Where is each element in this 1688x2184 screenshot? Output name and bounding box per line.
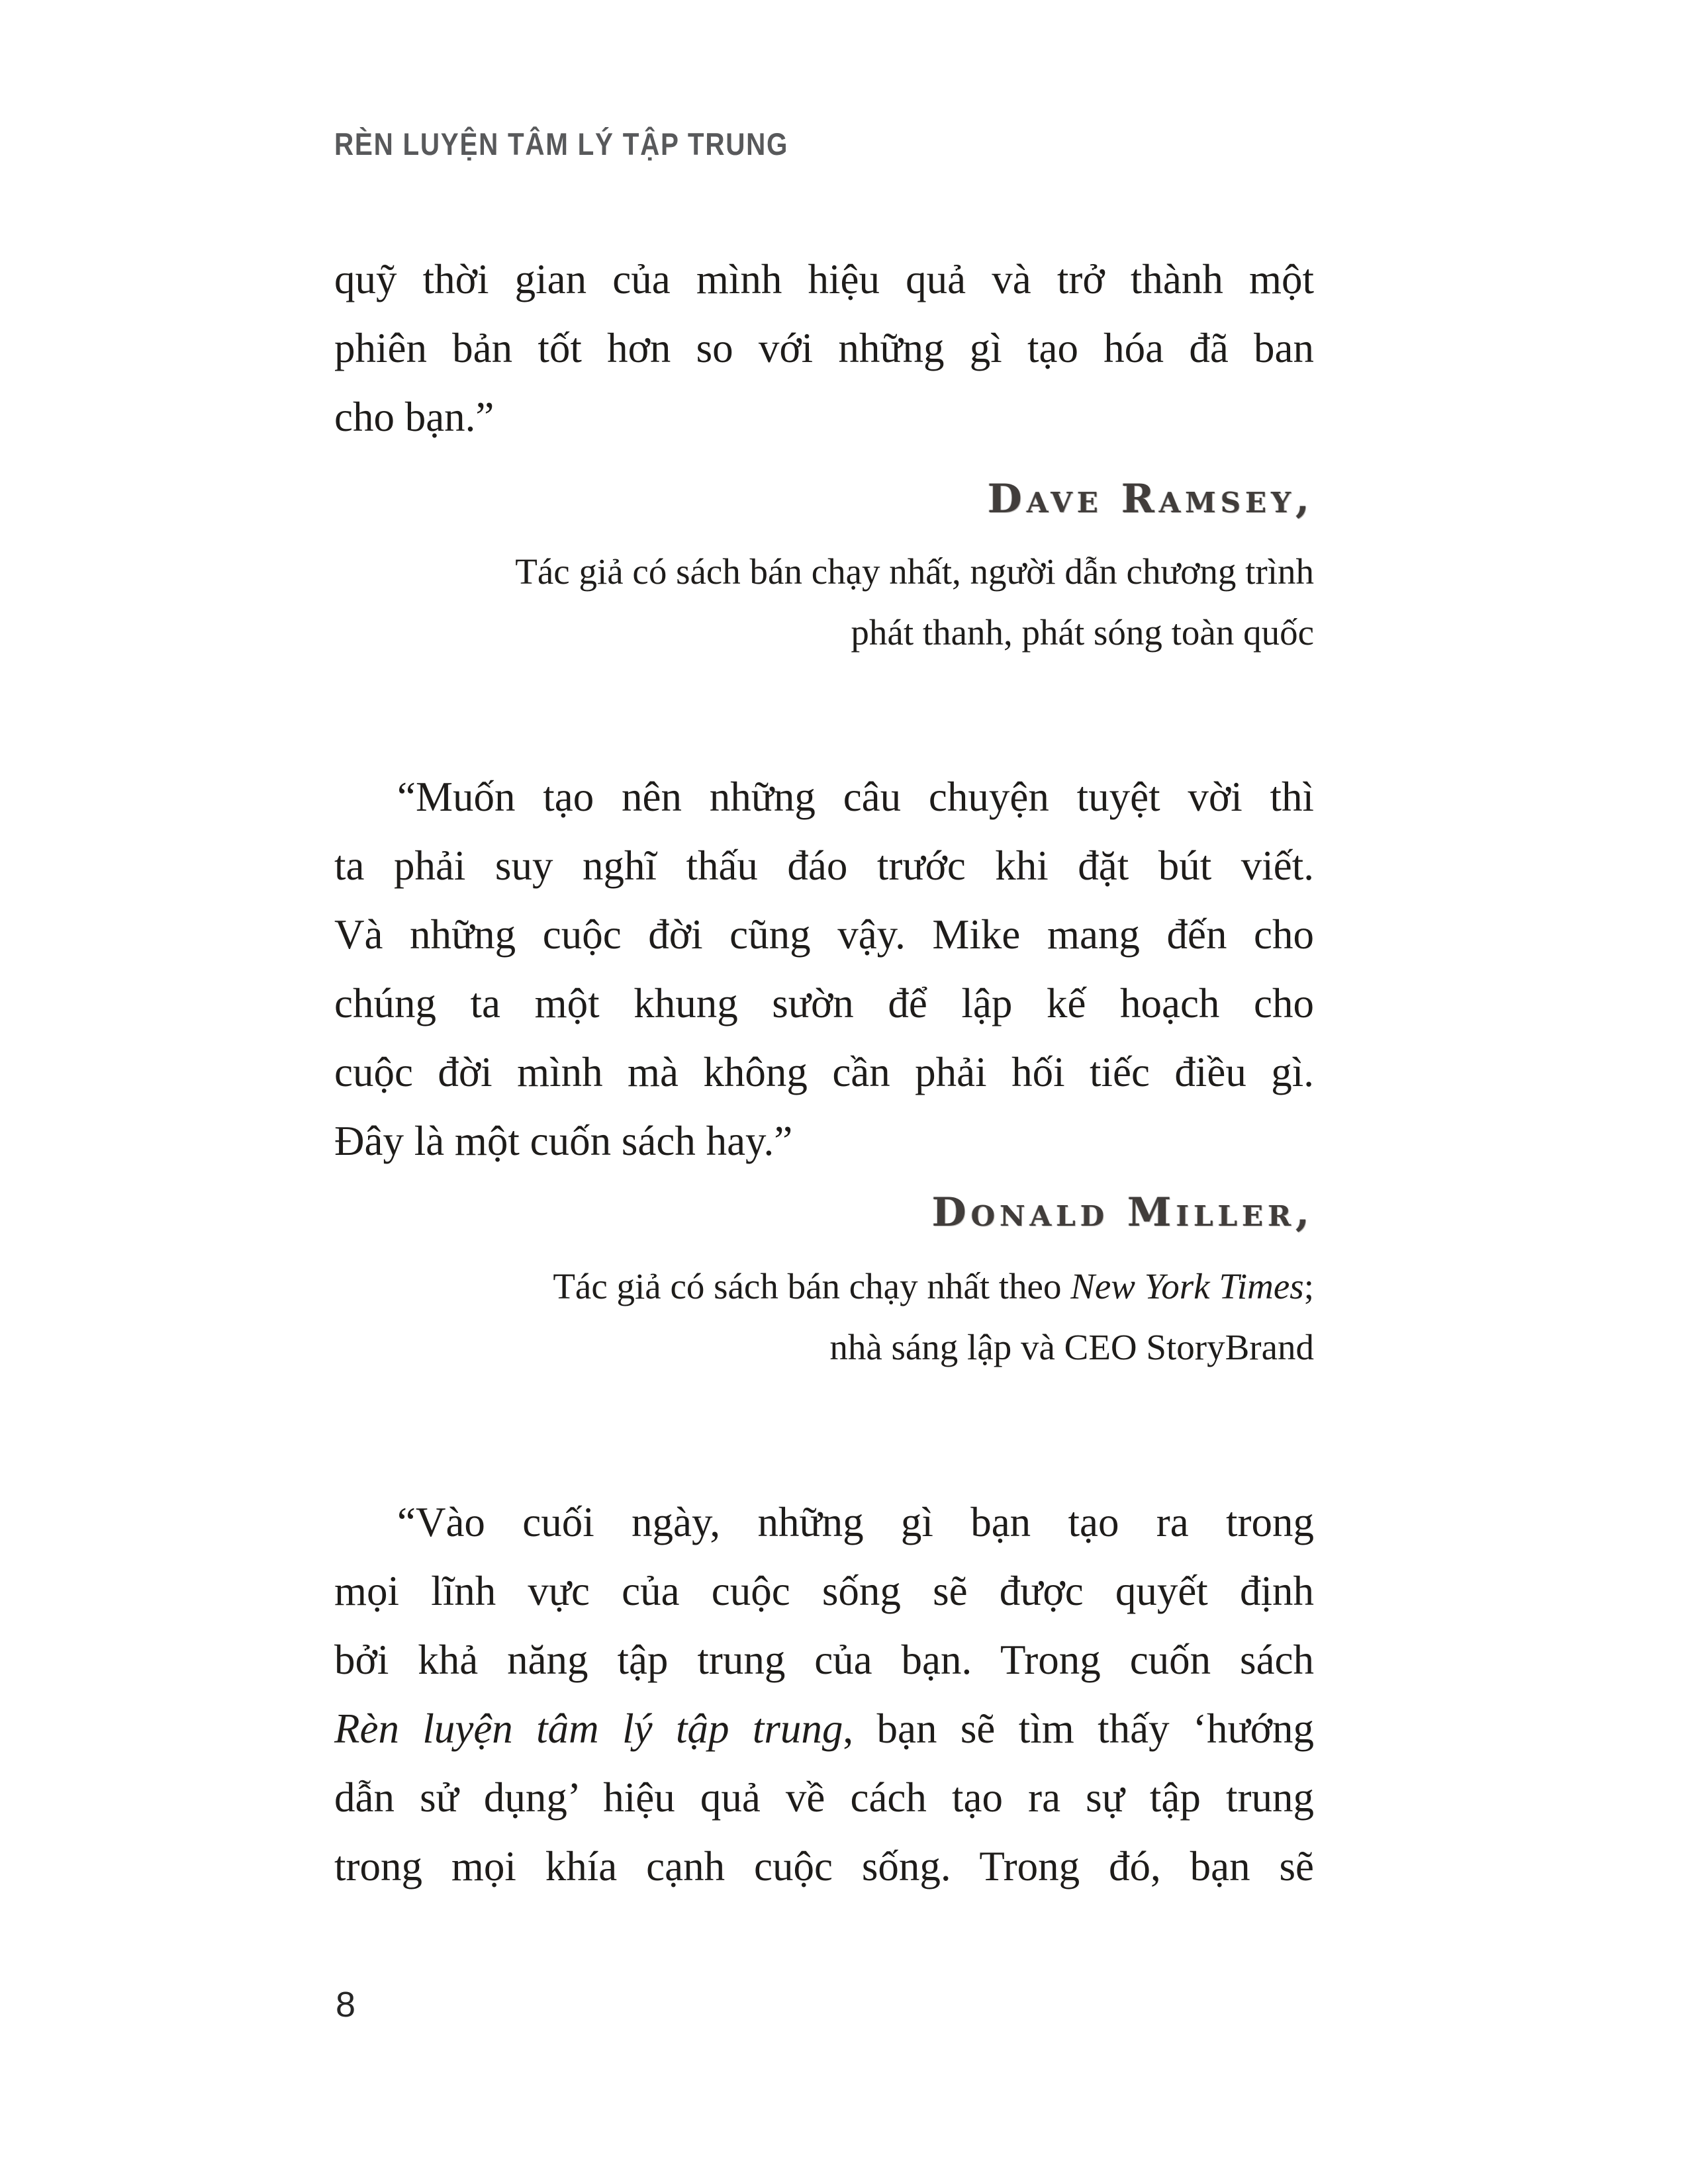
quote-1-line-1: quỹ thời gian của mình hiệu quả và trở thành một [334,256,1314,302]
quote-3-line-4 [334,1694,1314,1763]
quote-2-line-2: ta phải suy nghĩ thấu đáo trước khi đặt bút viết. [334,842,1314,889]
quote-2-author-name: Donald Miller, [931,1189,1314,1236]
attribution-text-end: ; [1303,1266,1314,1306]
quote-3-line-2: mọi lĩnh vực của cuộc sống sẽ được quyết định [334,1568,1314,1614]
quote-2-line-4: chúng ta một khung sườn để lập kế hoạch cho [334,980,1314,1026]
quote-3-line-5: dẫn sử dụng’ hiệu quả về cách tạo ra sự tập trung [334,1774,1314,1821]
quote-1-line-2: phiên bản tốt hơn so với những gì tạo hóa đã ban [334,325,1314,371]
quote-2-line-6: Đây là một cuốn sách hay.” [334,1118,793,1164]
quote-1-paragraph [334,245,1314,451]
quote-2-attribution [334,1256,1314,1378]
attribution-text: Tác giả có sách bán chạy nhất theo [553,1266,1071,1306]
running-header-text: RÈN LUYỆN TÂM LÝ TẬP TRUNG [334,126,789,161]
quote-2-attribution-line-2: nhà sáng lập và CEO StoryBrand [829,1327,1314,1367]
quote-1-line-3: cho bạn.” [334,394,494,440]
quote-2-paragraph [334,762,1314,1175]
quote-2-line-1: “Muốn tạo nên những câu chuyện tuyệt vời thì [397,774,1314,820]
running-header [334,126,863,162]
quote-2-line-3: Và những cuộc đời cũng vậy. Mike mang đến cho [334,911,1314,958]
quote-1-author-name: Dave Ramsey, [987,476,1314,522]
quote-3-line-6: trong mọi khía cạnh cuộc sống. Trong đó, bạn sẽ [334,1843,1314,1889]
quote-2-attribution-line-1 [334,1256,1314,1317]
quote-1-attribution-line-2: phát thanh, phát sóng toàn quốc [851,612,1314,653]
quote-1-attribution [334,541,1314,663]
quote-3-line-3: bởi khả năng tập trung của bạn. Trong cuốn sách [334,1637,1314,1683]
page-number: 8 [336,1985,356,2025]
newspaper-title-italic: New York Times [1070,1266,1304,1306]
quote-3-line-1: “Vào cuối ngày, những gì bạn tạo ra trong [397,1499,1314,1545]
quote-3-line-4-rest: , bạn sẽ tìm thấy ‘hướng [843,1706,1314,1752]
quote-3-paragraph [334,1488,1314,1901]
quote-2-line-5: cuộc đời mình mà không cần phải hối tiếc điều gì. [334,1049,1314,1095]
book-title-italic: Rèn luyện tâm lý tập trung [334,1706,843,1752]
quote-1-attribution-line-1: Tác giả có sách bán chạy nhất, người dẫn chương trình [515,551,1314,592]
